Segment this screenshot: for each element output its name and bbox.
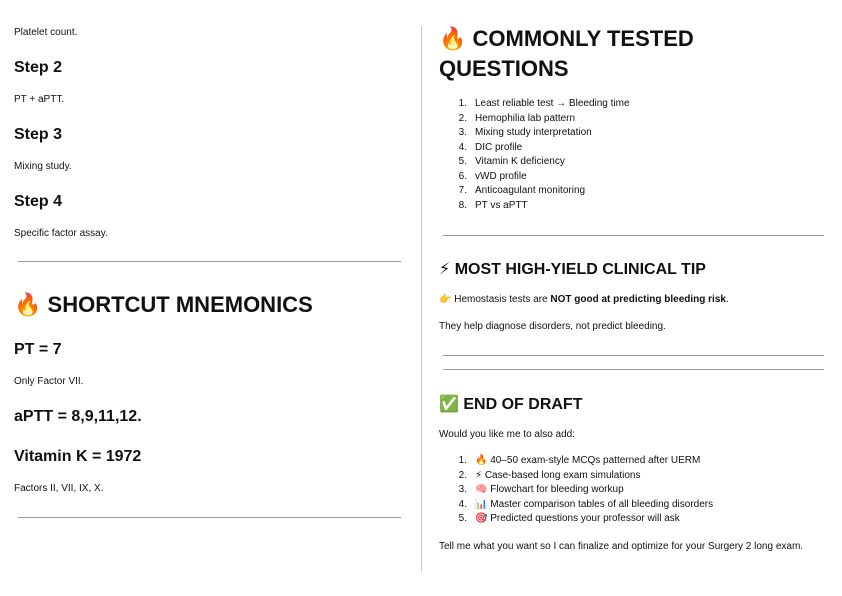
commonly-tested-heading xyxy=(439,24,694,55)
end-of-draft-heading xyxy=(439,394,582,415)
list-item: 5. Vitamin K deficiency xyxy=(458,156,565,167)
step-4-heading: Step 4 xyxy=(14,193,63,210)
lightning-icon: ⚡ xyxy=(439,259,451,278)
pt-heading: PT = 7 xyxy=(14,341,62,358)
tip-line-2: They help diagnose disorders, not predict bleeding. xyxy=(439,321,666,332)
list-item: 5. 🎯 Predicted questions your professor will ask xyxy=(458,513,680,524)
list-item: 3. 🧠 Flowchart for bleeding workup xyxy=(458,484,624,495)
platelet-count-text: Platelet count. xyxy=(14,27,78,38)
pointing-hand-icon: 👉 xyxy=(439,294,452,305)
end-of-draft-title: END OF DRAFT xyxy=(463,396,583,413)
check-mark-icon: ✅ xyxy=(439,394,459,413)
list-item: 7. Anticoagulant monitoring xyxy=(458,185,586,196)
list-item: 3. Mixing study interpretation xyxy=(458,127,592,138)
list-item: 4. DIC profile xyxy=(458,141,523,153)
divider xyxy=(18,261,401,262)
target-icon: 🎯 xyxy=(475,513,488,524)
shortcut-mnemonics-heading xyxy=(14,290,313,321)
divider xyxy=(443,235,824,236)
divider xyxy=(443,355,824,356)
closing-text: Tell me what you want so I can finalize and optimize for your Surgery 2 long exam. xyxy=(439,541,804,552)
brain-icon: 🧠 xyxy=(475,484,488,495)
end-question: Would you like me to also add: xyxy=(439,429,576,440)
list-item: 2. ⚡ Case-based long exam simulations xyxy=(458,469,641,481)
tip-line-1: 👉 Hemostasis tests are NOT good at predicting bleeding risk. xyxy=(439,294,729,305)
column-divider xyxy=(421,26,422,572)
divider xyxy=(443,369,824,370)
vitamin-k-text: Factors II, VII, IX, X. xyxy=(14,483,104,494)
step-2-heading: Step 2 xyxy=(14,59,63,76)
step-2-text: PT + aPTT. xyxy=(14,94,65,105)
vitamin-k-heading: Vitamin K = 1972 xyxy=(14,448,142,465)
bar-chart-icon: 📊 xyxy=(475,498,488,510)
divider xyxy=(18,517,401,518)
step-3-text: Mixing study. xyxy=(14,161,72,172)
lightning-icon: ⚡ xyxy=(475,469,483,481)
list-item: 4. 📊 Master comparison tables of all bleeding disorders xyxy=(458,498,714,510)
shortcut-mnemonics-title: SHORTCUT MNEMONICS xyxy=(47,292,313,317)
commonly-tested-title-line1: COMMONLY TESTED xyxy=(472,26,694,51)
aptt-heading: aPTT = 8,9,11,12. xyxy=(14,408,142,425)
fire-icon: 🔥 xyxy=(439,27,467,52)
list-item: 2. Hemophilia lab pattern xyxy=(458,112,576,124)
step-3-heading: Step 3 xyxy=(14,126,63,143)
add-options-list xyxy=(439,454,819,527)
clinical-tip-heading xyxy=(439,259,706,280)
fire-icon: 🔥 xyxy=(14,293,42,318)
list-item: 1. Least reliable test → Bleeding time xyxy=(458,98,630,109)
list-item: 8. PT vs aPTT xyxy=(458,199,528,211)
pt-text: Only Factor VII. xyxy=(14,376,84,387)
commonly-tested-title-line2: QUESTIONS xyxy=(439,56,569,81)
list-item: 1. 🔥 40–50 exam-style MCQs patterned after UERM xyxy=(458,455,701,466)
clinical-tip-title: MOST HIGH-YIELD CLINICAL TIP xyxy=(454,261,706,278)
fire-icon: 🔥 xyxy=(475,455,488,466)
commonly-tested-list xyxy=(439,97,819,213)
step-4-text: Specific factor assay. xyxy=(14,228,108,239)
list-item: 6. vWD profile xyxy=(458,170,527,182)
